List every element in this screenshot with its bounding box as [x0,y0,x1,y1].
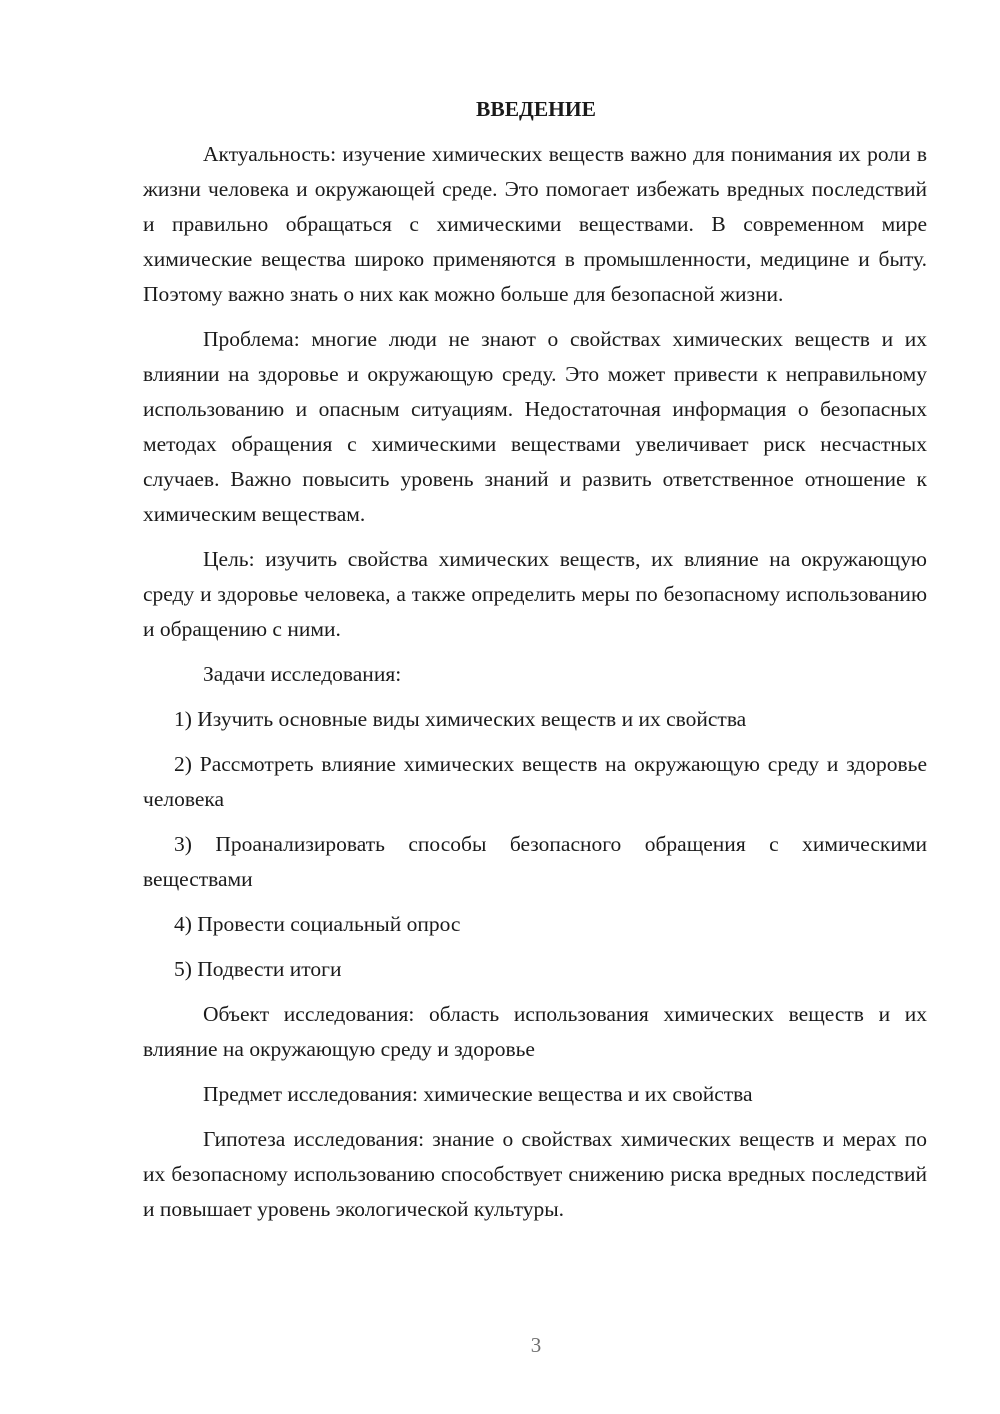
task-item: 1) Изучить основные виды химических веществ и их свойства [174,707,747,731]
task-item: 5) Подвести итоги [174,957,342,981]
hypothesis-paragraph: Гипотеза исследования: знание о свойствах химических веществ и мерах по их безопасному использованию способствует снижению риска вредных последствий и повышает уровень экологической культуры. [143,1127,927,1221]
task-item: 4) Провести социальный опрос [174,912,461,936]
section-title: ВВЕДЕНИЕ [476,97,596,121]
relevance-paragraph: Актуальность: изучение химических веществ важно для понимания их роли в жизни человека и окружающей среде. Это помогает избежать вредных последствий и правильно обращаться с химическими веществами. В современном мире химические вещества широко применяются в промышленности, медицине и быту. Поэтому важно знать о них как можно больше для безопасной жизни. [143,142,927,306]
problem-paragraph: Проблема: многие люди не знают о свойствах химических веществ и их влиянии на здоровье и окружающую среду. Это может привести к неправильному использованию и опасным ситуациям. Недостаточная информация о безопасных методах обращения с химическими веществами увеличивает риск несчастных случаев. Важно повысить уровень знаний и развить ответственное отношение к химическим веществам. [143,327,927,526]
tasks-heading: Задачи исследования: [203,662,402,686]
page-content [143,92,927,1237]
task-item: 2) Рассмотреть влияние химических веществ на окружающую среду и здоровье человека [143,752,927,811]
subject-paragraph: Предмет исследования: химические вещества и их свойства [203,1082,753,1106]
goal-paragraph: Цель: изучить свойства химических веществ, их влияние на окружающую среду и здоровье человека, а также определить меры по безопасному использованию и обращению с ними. [143,547,927,641]
page-number: 3 [530,1333,542,1357]
task-item: 3) Проанализировать способы безопасного обращения с химическими веществами [143,832,927,891]
object-paragraph: Объект исследования: область использования химических веществ и их влияние на окружающую среду и здоровье [143,1002,927,1061]
